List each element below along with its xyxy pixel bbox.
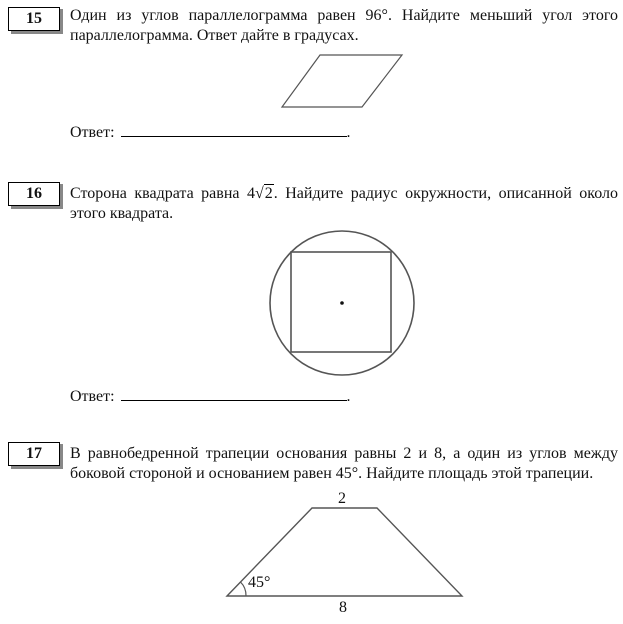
answer-label: Ответ:	[70, 388, 115, 405]
task-number-box	[8, 7, 60, 31]
circle-square-figure	[268, 229, 418, 379]
task-number: 16	[26, 185, 42, 202]
task-16-text-before: Сторона квадрата равна 4	[70, 185, 255, 202]
answer-field[interactable]	[121, 386, 347, 401]
sqrt-radicand: 2	[264, 185, 273, 202]
answer-label: Ответ:	[70, 124, 115, 141]
top-base-label: 2	[338, 490, 346, 507]
task-16-text	[70, 184, 618, 224]
parallelogram-figure	[280, 52, 410, 112]
sqrt-sign: √	[254, 185, 264, 202]
task-number: 15	[26, 10, 42, 27]
task-number-box	[8, 182, 60, 206]
answer-tail: .	[346, 388, 351, 405]
task-number: 17	[26, 445, 42, 462]
task-15-answer	[70, 122, 351, 143]
bottom-base-label: 8	[339, 599, 347, 616]
angle-label: 45°	[248, 574, 271, 591]
task-number-box	[8, 442, 60, 466]
answer-field[interactable]	[121, 122, 347, 137]
sqrt-expression	[255, 184, 274, 204]
task-15-text: Один из углов параллелограмма равен 96°. Найдите меньший угол этого параллелограмма. Ответ дайте в градусах.	[70, 7, 618, 44]
task-16-answer	[70, 386, 351, 407]
task-16-text-after: . Найдите радиус окружности, описанной около этого квадрата.	[70, 185, 619, 222]
answer-tail: .	[346, 124, 351, 141]
task-17-text: В равнобедренной трапеции основания равны 2 и 8, а один из углов между боковой стороной и основанием равен 45°. Найдите площадь этой трапеции.	[70, 445, 618, 482]
trapezoid-figure	[222, 486, 472, 621]
